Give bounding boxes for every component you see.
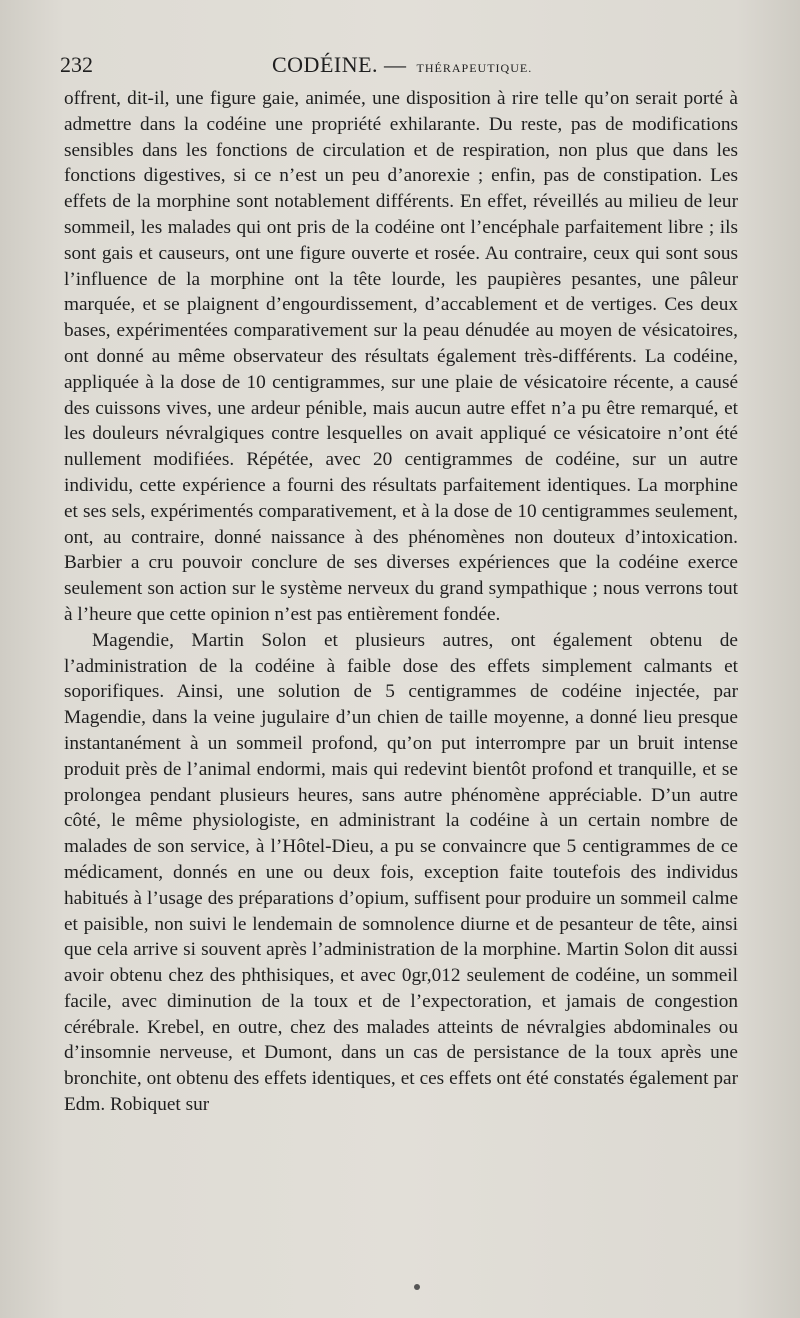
- printer-mark: [414, 1284, 420, 1290]
- page-number: 232: [60, 52, 93, 77]
- body-text: [64, 86, 738, 1118]
- running-title: [272, 52, 532, 78]
- running-header: [60, 52, 740, 82]
- subtitle: THÉRAPEUTIQUE.: [416, 61, 533, 75]
- title-separator: —: [384, 52, 407, 77]
- title: CODÉINE.: [272, 52, 379, 77]
- paragraph-1: offrent, dit-il, une figure gaie, animée, une disposition à rire telle qu’on serait porté à admettre dans la codéine une propriété exhilarante. Du reste, pas de modifications sensibles dans les fonctions de circulation et de respiration, non plus que dans les fonctions digestives, si ce n’est un peu d’anorexie ; enfin, pas de constipation. Les effets de la morphine sont notablement différents. En effet, réveillés au milieu de leur sommeil, les malades qui ont pris de la codéine ont l’encéphale parfaitement libre ; ils sont gais et causeurs, ont une figure ouverte et rosée. Au contraire, ceux qui sont sous l’influence de la morphine ont la tête lourde, les paupières pesantes, une pâleur marquée, et se plaignent d’engourdissement, d’accablement et de vertiges. Ces deux bases, expérimentées comparativement sur la peau dénudée au moyen de vésicatoires, ont donné au même observateur des résultats également très-différents. La codéine, appliquée à la dose de 10 centigrammes, sur une plaie de vésicatoire récente, a causé des cuissons vives, une ardeur pénible, mais aucun autre effet n’a pu être remarqué, et les douleurs névralgiques contre lesquelles on avait appliqué ce vésicatoire n’ont été nullement modifiées. Répétée, avec 20 centigrammes de codéine, sur un autre individu, cette expérience a fourni des résultats parfaitement identiques. La morphine et ses sels, expérimentés comparativement, et à la dose de 10 centigrammes seulement, ont, au contraire, donné naissance à des phénomènes non douteux d’intoxication. Barbier a cru pouvoir conclure de ses diverses expériences que la codéine exerce seulement son action sur le système nerveux du grand sympathique ; nous verrons tout à l’heure que cette opinion n’est pas entièrement fondée.: [64, 88, 738, 625]
- paragraph-2: Magendie, Martin Solon et plusieurs autres, ont également obtenu de l’administration de la codéine à faible dose des effets simplement calmants et soporifiques. Ainsi, une solution de 5 centigrammes de codéine injectée, par Magendie, dans la veine jugulaire d’un chien de taille moyenne, a donné lieu presque instantanément à un sommeil profond, qu’on put interrompre par un bruit intense produit près de l’animal endormi, mais qui redevint bientôt profond et tranquille, et se prolongea pendant plusieurs heures, sans autre phénomène appréciable. D’un autre côté, le même physiologiste, en administrant la codéine à un certain nombre de malades de son service, à l’Hôtel-Dieu, a pu se convaincre que 5 centigrammes de ce médicament, donnés en une ou deux fois, exception faite toutefois des individus habitués à l’usage des préparations d’opium, suffisent pour produire un sommeil calme et paisible, non suivi le lendemain de somnolence diurne et de pesanteur de tête, ainsi que cela arrive si souvent après l’administration de la morphine. Martin Solon dit aussi avoir obtenu chez des phthisiques, et avec 0gr,012 seulement de codéine, un sommeil facile, avec diminution de la toux et de l’expectoration, et jamais de congestion cérébrale. Krebel, en outre, chez des malades atteints de névralgies abdominales ou d’insomnie nerveuse, et Dumont, dans un cas de persistance de la toux après une bronchite, ont obtenu des effets identiques, et ces effets ont été constatés également par Edm. Robiquet sur: [64, 629, 738, 1116]
